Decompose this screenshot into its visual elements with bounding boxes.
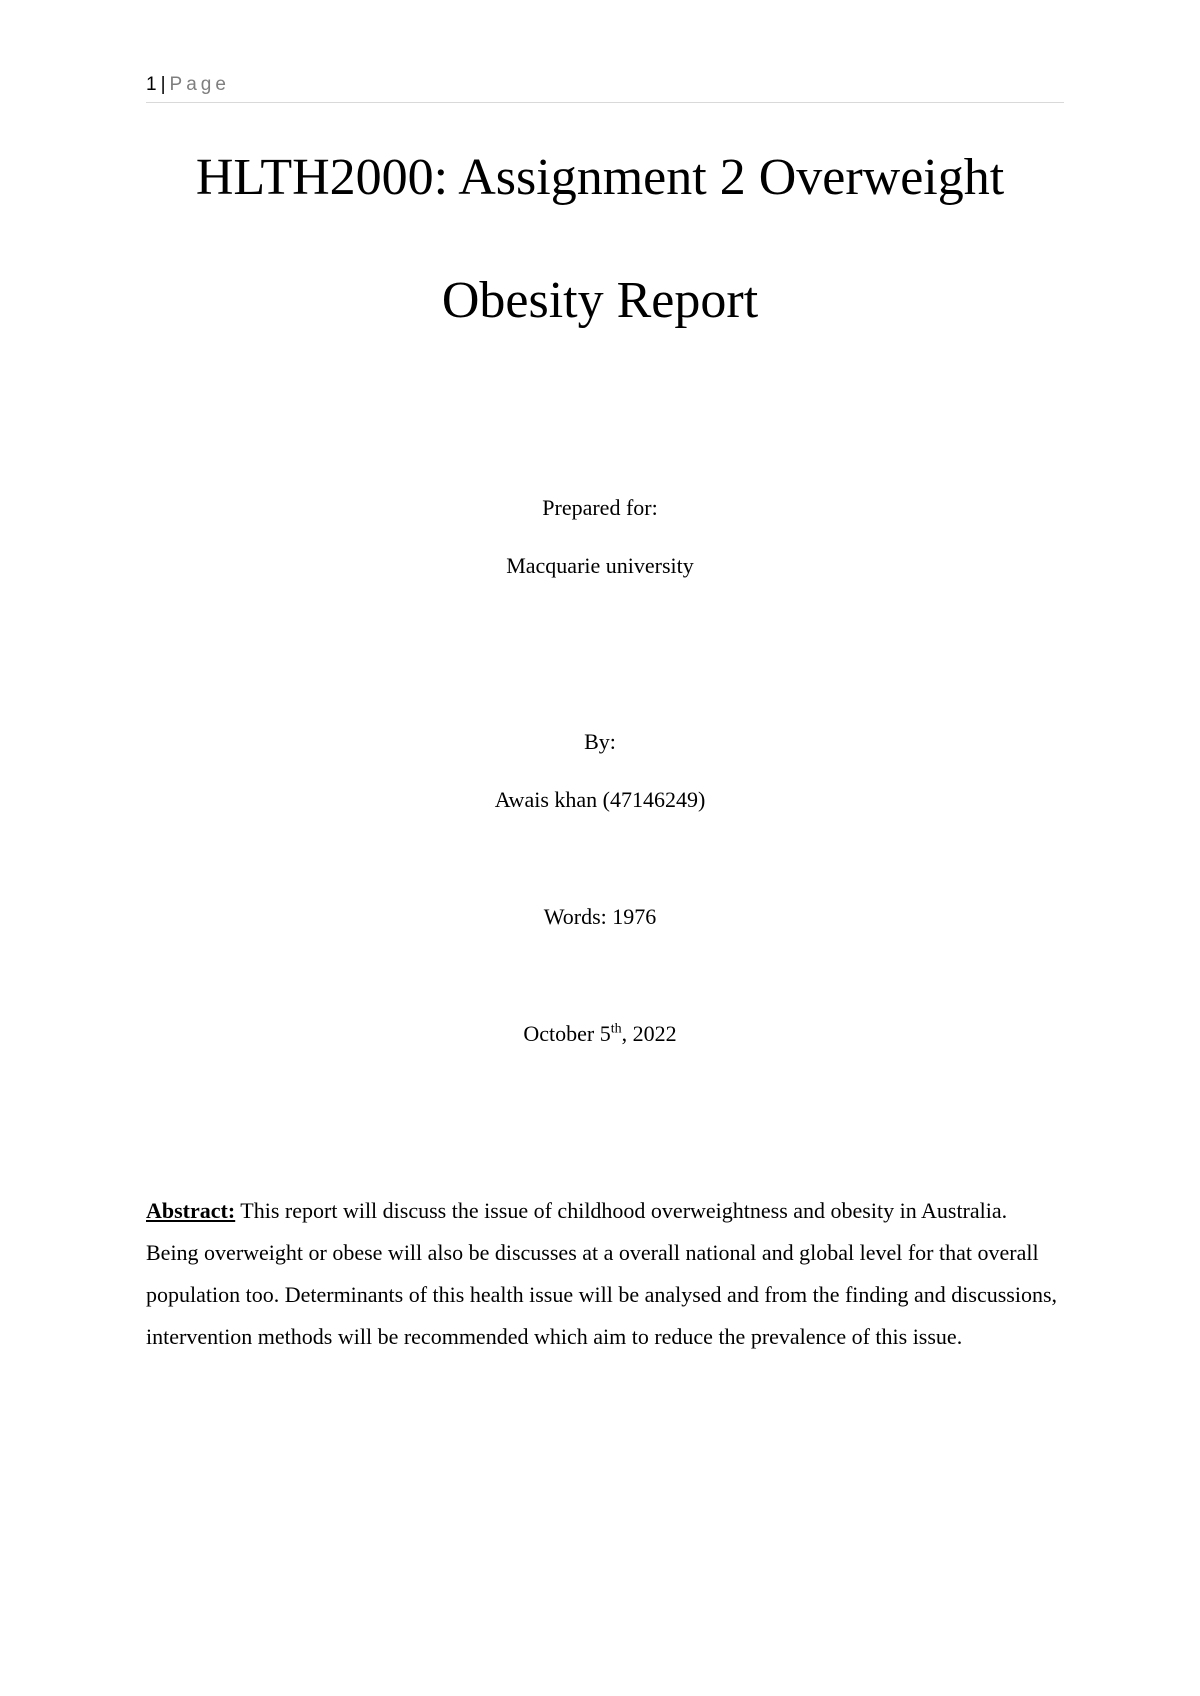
- word-count: Words: 1976: [543, 904, 657, 929]
- page-number: 1: [146, 74, 157, 95]
- page-word: Page: [169, 74, 230, 95]
- by-label: By:: [584, 729, 616, 754]
- abstract-label: Abstract:: [146, 1198, 236, 1223]
- abstract-paragraph: [146, 1190, 1061, 1358]
- date-prefix: October 5: [523, 1021, 611, 1046]
- date-suffix: , 2022: [621, 1021, 677, 1046]
- page-header: [146, 70, 1064, 103]
- date-superscript: th: [610, 1021, 622, 1037]
- document-title-line-2: Obesity Report: [441, 272, 759, 329]
- author-name: Awais khan (47146249): [494, 787, 706, 812]
- page-separator: |: [160, 74, 166, 95]
- abstract-text: This report will discuss the issue of childhood overweightness and obesity in Australia. Being overweight or obese will also be discusses at a overall national and global level for that overall population too. Determinants of this health issue will be analysed and from the finding and discussions, intervention methods will be recommended which aim to reduce the prevalence of this issue.: [146, 1198, 1058, 1349]
- submission-date: [0, 1020, 1200, 1048]
- prepared-for-value: Macquarie university: [506, 553, 694, 578]
- prepared-for-label: Prepared for:: [542, 495, 658, 520]
- document-title-line-1: HLTH2000: Assignment 2 Overweight: [195, 149, 1005, 206]
